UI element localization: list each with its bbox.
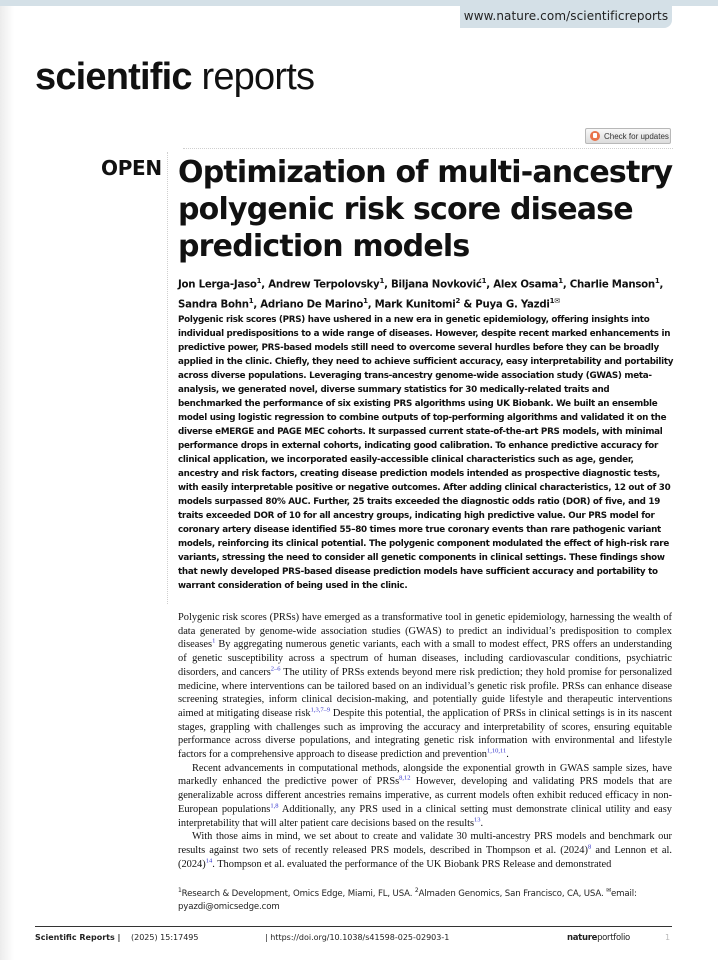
affiliation-marker: 1 — [654, 277, 660, 285]
affiliation-marker: 2 — [455, 297, 461, 306]
affiliation-number: ✉ — [606, 887, 612, 894]
page-edge-shadow — [0, 0, 14, 960]
citation-link[interactable]: 14 — [205, 857, 213, 865]
article-title: Optimization of multi-ancestry polygenic risk score disease prediction models — [178, 155, 673, 264]
check-for-updates-button[interactable] — [585, 128, 671, 144]
affiliation-marker: 1 — [379, 277, 385, 285]
publisher-light: portfolio — [597, 933, 630, 943]
author-name[interactable]: Mark Kunitomi — [374, 299, 456, 311]
affiliation-number: 2 — [414, 887, 419, 894]
author-name[interactable]: Jon Lerga-Jaso — [178, 279, 257, 291]
page-footer — [35, 933, 685, 947]
divider-horizontal — [183, 148, 673, 149]
author-name[interactable]: Sandra Bohn — [178, 299, 249, 311]
page-number: 1 — [665, 933, 671, 942]
affiliation-marker: 1 — [248, 297, 254, 306]
citation-link[interactable]: 1,10,11 — [487, 747, 507, 755]
affiliation-number: 1 — [178, 887, 182, 894]
body-paragraph: Polygenic risk scores (PRSs) have emerged as a transformative tool in genetic epidemiology, harnessing the wealth of data generated by genome-wide association studies (GWAS) to predict an individual’s predisposition to complex diseases$^1$ By aggregating numerous genetic variants, each with a small to modest effect, PRS offers an understanding of genetic susceptibility across a spectrum of human diseases, including cardiovascular conditions, psychiatric disorders, and cancers$^{2-6}$ The utility of PRSs extends beyond mere risk prediction; they hold promise for personalized medicine, where interventions can be tailored based on an individual’s genetic risk profile. PRSs can enhance disease screening strategies, inform clinical decision-making, and potentially guide lifestyle and therapeutic interventions aimed at mitigating disease risk$^{1,3,7-9}$ Despite this potential, the application of PRSs in clinical settings is in its nascent stages, grappling with challenges such as improving the accuracy and interpretability of scores, ensuring equitable performance across diverse populations, and integrating genetic risk information with environmental and lifestyle factors for a comprehensive approach to disease prediction and prevention$^{1,10,11}$. — [178, 612, 672, 761]
body-paragraph: With those aims in mind, we set about to create and validate 30 multi-ancestry PRS models and benchmark our results against two sets of recently released PRS models, described in Thompson et al. $(2024)^8$ and Lennon et al. $(2024)^{14}$. Thompson et al. evaluated the performance of the UK Biobank PRS Release and demonstrated — [178, 831, 672, 870]
footer-citation: (2025) 15:17495 — [131, 933, 199, 942]
abstract: Polygenic risk scores (PRS) have ushered in a new era in genetic epidemiology, offering insights into individual predispositions to a wide range of diseases. However, despite recent marked enhancements in predictive power, PRS-based models still need to overcome several hurdles before they can be broadly applied in the clinic. Chiefly, they need to achieve sufficient accuracy, easy interpretability and portability across diverse populations. Leveraging trans-ancestry genome-wide association study (GWAS) meta-analysis, we generated novel, diverse summary statistics for 30 medically-related traits and benchmarked the performance of six existing PRS algorithms using UK Biobank. We built an ensemble model using logistic regression to combine outputs of top-performing algorithms and validated it on the diverse eMERGE and PAGE MEC cohorts. It surpassed current state-of-the-art PRS models, with minimal performance drops in external cohorts, indicating good calibration. To enhance predictive accuracy for clinical application, we incorporated easily-accessible clinical characteristics such as age, gender, ancestry and risk factors, creating disease prediction models intended as prospective diagnostic tests, with easily interpretable positive or negative outcomes. After adding clinical characteristics, 12 out of 30 models surpassed 80% AUC. Further, 25 traits exceeded the diagnostic odds ratio (DOR) of five, and 19 traits exceeded DOR of 10 for all ancestry groups, indicating high predictive value. Our PRS model for coronary artery disease identified 55–80 times more true coronary events than rare pathogenic variant models, reinforcing its clinical potential. The polygenic component modulated the effect of high-risk rare variants, stressing the need to consider all genetic components in clinical settings. These findings show that newly developed PRS-based disease prediction models have sufficient accuracy and portability to warrant consideration of being used in the clinic. — [178, 315, 674, 591]
citation-link[interactable]: 8 — [587, 843, 592, 851]
footer-doi-link[interactable]: | https://doi.org/10.1038/s41598-025-02903-1 — [265, 933, 450, 942]
affiliation-marker: 1 — [481, 277, 487, 285]
journal-logo-bold: scientific — [35, 56, 192, 98]
body-paragraph: Recent advancements in computational methods, alongside the exponential growth in GWAS sample sizes, have markedly enhanced the predictive power of PRSs$^{8,12}$ However, developing and validating PRS models that are generalizable across different ancestries remains imperative, as current models often exhibit reduced efficacy in non-European populations$^{1,8}$ Additionally, any PRS used in a clinical setting must demonstrate clinical utility and easy interpretability that will alter patient care decisions based on the results$^{13}$. — [178, 762, 672, 829]
divider-vertical — [167, 152, 168, 604]
citation-link[interactable]: 2–6 — [270, 665, 281, 673]
journal-logo[interactable] — [35, 54, 314, 100]
affiliations — [178, 884, 674, 914]
affiliation-marker: 1 — [363, 297, 368, 306]
citation-link[interactable]: 13 — [474, 816, 481, 824]
author-name[interactable]: Alex Osama — [493, 279, 559, 291]
footer-divider — [35, 926, 672, 927]
article-body — [178, 611, 672, 871]
journal-logo-light: reports — [191, 56, 315, 98]
author-list: Jon Lerga-Jaso$^1$, Andrew Terpolovsky$^1$, Biljana Novković$^1$, Alex Osama$^1$, Charlie Manson$^1$, Sandra Bohn$^1$, Adriano De Marino$^1$, Mark Kunitomi$^2$ & Puya G. Yazdi$^{1✉}$ — [178, 277, 664, 311]
citation-link[interactable]: 8,12 — [399, 774, 411, 782]
open-access-label: OPEN — [101, 156, 162, 180]
citation-link[interactable]: 1,8 — [270, 802, 279, 810]
check-for-updates-label: Check for updates — [604, 131, 669, 141]
bookmark-icon — [590, 131, 600, 141]
journal-url[interactable]: www.nature.com/scientificreports — [460, 4, 672, 28]
citation-link[interactable]: 1,3,7–9 — [310, 706, 331, 714]
affiliation-marker: 1 — [558, 277, 563, 285]
footer-journal: Scientific Reports | — [35, 933, 121, 942]
author-name[interactable]: Charlie Manson — [569, 279, 655, 291]
author-name[interactable]: Puya G. Yazdi — [475, 299, 550, 311]
affiliation-marker: 1✉ — [549, 297, 560, 306]
publisher-bold: nature — [567, 933, 598, 943]
nature-portfolio-logo — [567, 933, 630, 943]
affiliation-marker: 1 — [256, 277, 262, 285]
author-name[interactable]: Adriano De Marino — [260, 299, 364, 311]
affiliation-text: Almaden Genomics, San Francisco, CA, USA. — [418, 888, 607, 899]
affiliation-text: email: pyazdi@omicsedge.com — [178, 888, 637, 912]
citation-link[interactable]: 1 — [212, 637, 216, 645]
author-name[interactable]: Biljana Novković — [391, 279, 482, 291]
author-name[interactable]: Andrew Terpolovsky — [268, 279, 380, 291]
affiliation-text: Research & Development, Omics Edge, Miami, FL, USA. — [181, 888, 415, 899]
